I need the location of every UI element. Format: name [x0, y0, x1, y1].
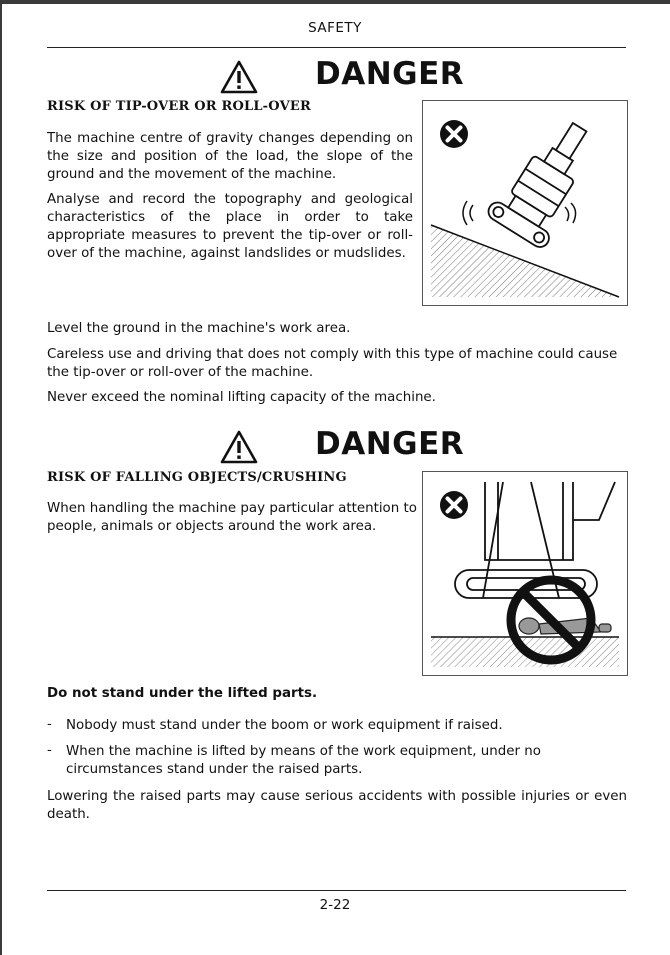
page-number: 2-22	[319, 897, 351, 913]
risk-title-falling-objects: RISK OF FALLING OBJECTS/CRUSHING	[47, 470, 347, 485]
falling-objects-paragraph-1: When handling the machine pay particular attention to people, animals or objects around the work area.	[47, 501, 417, 534]
tip-over-paragraph-2: Analyse and record the topography and geological characteristics of the place in order to take appropriate measures to prevent the tip-over or roll-over of the machine, against landslides or mudslides.	[47, 192, 413, 261]
warning-triangle-icon	[220, 60, 258, 94]
bullet-item: When the machine is lifted by means of the work equipment, under no circumstances stand under the raised parts.	[66, 744, 541, 777]
page-header-title: SAFETY	[308, 20, 362, 36]
tip-over-illustration	[422, 100, 628, 306]
footer-rule	[47, 890, 626, 891]
bullet-marker: -	[47, 743, 52, 758]
header-rule	[47, 47, 626, 48]
closing-paragraph: Lowering the raised parts may cause serious accidents with possible injuries or even death.	[47, 789, 627, 822]
do-not-stand-instruction: Do not stand under the lifted parts.	[47, 686, 318, 701]
tip-over-paragraph-1: The machine centre of gravity changes depending on the size and position of the load, the slope of the ground and the movement of the machine.	[47, 131, 413, 182]
warning-triangle-icon	[220, 430, 258, 464]
prohibited-x-icon	[440, 120, 468, 148]
danger-signal-word: DANGER	[315, 426, 465, 462]
prohibited-x-icon	[440, 491, 468, 519]
risk-title-tip-over: RISK OF TIP-OVER OR ROLL-OVER	[47, 99, 311, 114]
bullet-item: Nobody must stand under the boom or work equipment if raised.	[66, 718, 503, 733]
tip-over-paragraph-4: Careless use and driving that does not comply with this type of machine could cause the tip-over or roll-over of the machine.	[47, 347, 618, 380]
tip-over-paragraph-3: Level the ground in the machine's work area.	[47, 321, 351, 336]
page-frame-left	[0, 0, 2, 955]
tip-over-paragraph-5: Never exceed the nominal lifting capacity of the machine.	[47, 390, 436, 405]
bullet-marker: -	[47, 717, 52, 732]
falling-objects-illustration	[422, 471, 628, 676]
danger-signal-word: DANGER	[315, 56, 465, 92]
page-frame-top	[0, 0, 670, 4]
